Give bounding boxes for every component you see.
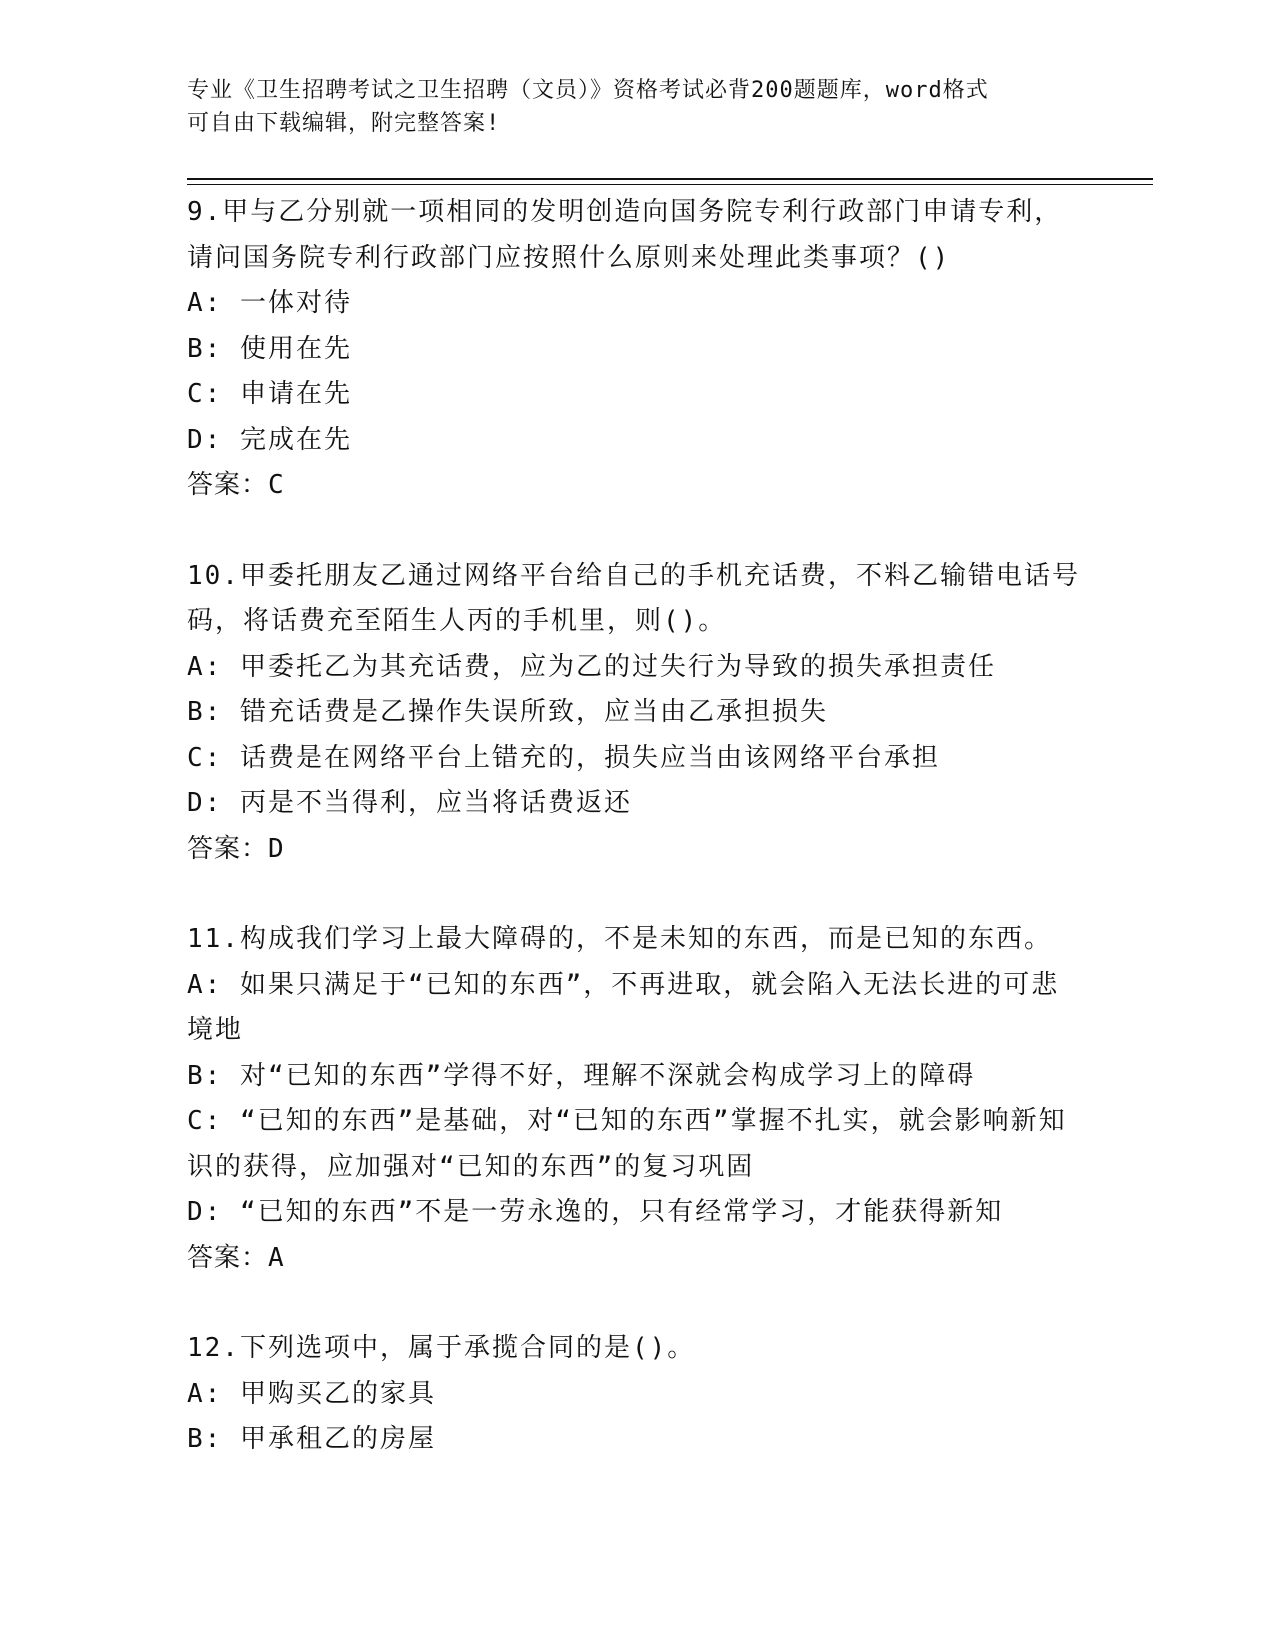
- option-a: A: 如果只满足于“已知的东西”，不再进取，就会陷入无法长进的可悲境地: [187, 969, 1060, 1045]
- option-d: D: 丙是不当得利，应当将话费返还: [187, 788, 632, 818]
- question-12: [187, 1326, 1087, 1463]
- header-divider-thick: [187, 178, 1153, 180]
- question-10: [187, 554, 1087, 873]
- option-c: C: 话费是在网络平台上错充的，损失应当由该网络平台承担: [187, 742, 940, 773]
- option-d: D: 完成在先: [187, 424, 352, 455]
- option-d: D: “已知的东西”不是一劳永逸的，只有经常学习，才能获得新知: [187, 1197, 1004, 1227]
- option-c: C: “已知的东西”是基础，对“已知的东西”掌握不扎实，就会影响新知识的获得，应加强对“已知的东西”的复习巩固: [187, 1106, 1067, 1182]
- option-b: B: 甲承租乙的房屋: [187, 1424, 436, 1454]
- option-c: C: 申请在先: [187, 379, 352, 409]
- header-title-line-2: 可自由下载编辑，附完整答案!: [187, 111, 501, 136]
- question-stem: 9.甲与乙分别就一项相同的发明创造向国务院专利行政部门申请专利，请问国务院专利行政部门应按照什么原则来处理此类事项？(): [187, 197, 1063, 273]
- option-a: A: 一体对待: [187, 288, 352, 318]
- question-stem: 12.下列选项中，属于承揽合同的是()。: [187, 1333, 696, 1363]
- header-divider-thin: [187, 184, 1153, 185]
- question-stem: 10.甲委托朋友乙通过网络平台给自己的手机充话费，不料乙输错电话号码，将话费充至陌生人丙的手机里，则()。: [187, 560, 1080, 636]
- option-b: B: 错充话费是乙操作失误所致，应当由乙承担损失: [187, 697, 828, 727]
- answer-label: 答案：A: [187, 1242, 285, 1273]
- option-b: B: 对“已知的东西”学得不好，理解不深就会构成学习上的障碍: [187, 1060, 976, 1091]
- question-stem: 11.构成我们学习上最大障碍的，不是未知的东西，而是已知的东西。: [187, 924, 1052, 954]
- option-a: A: 甲委托乙为其充话费，应为乙的过失行为导致的损失承担责任: [187, 651, 996, 682]
- option-a: A: 甲购买乙的家具: [187, 1378, 436, 1409]
- answer-label: 答案：D: [187, 833, 285, 864]
- question-9: [187, 190, 1087, 509]
- header-title-line-1: 专业《卫生招聘考试之卫生招聘（文员）》资格考试必背200题题库，word格式: [187, 78, 989, 103]
- option-b: B: 使用在先: [187, 333, 352, 364]
- document-header: [187, 74, 1087, 140]
- question-list: [187, 190, 1087, 1463]
- answer-label: 答案：C: [187, 470, 285, 500]
- question-11: [187, 917, 1087, 1281]
